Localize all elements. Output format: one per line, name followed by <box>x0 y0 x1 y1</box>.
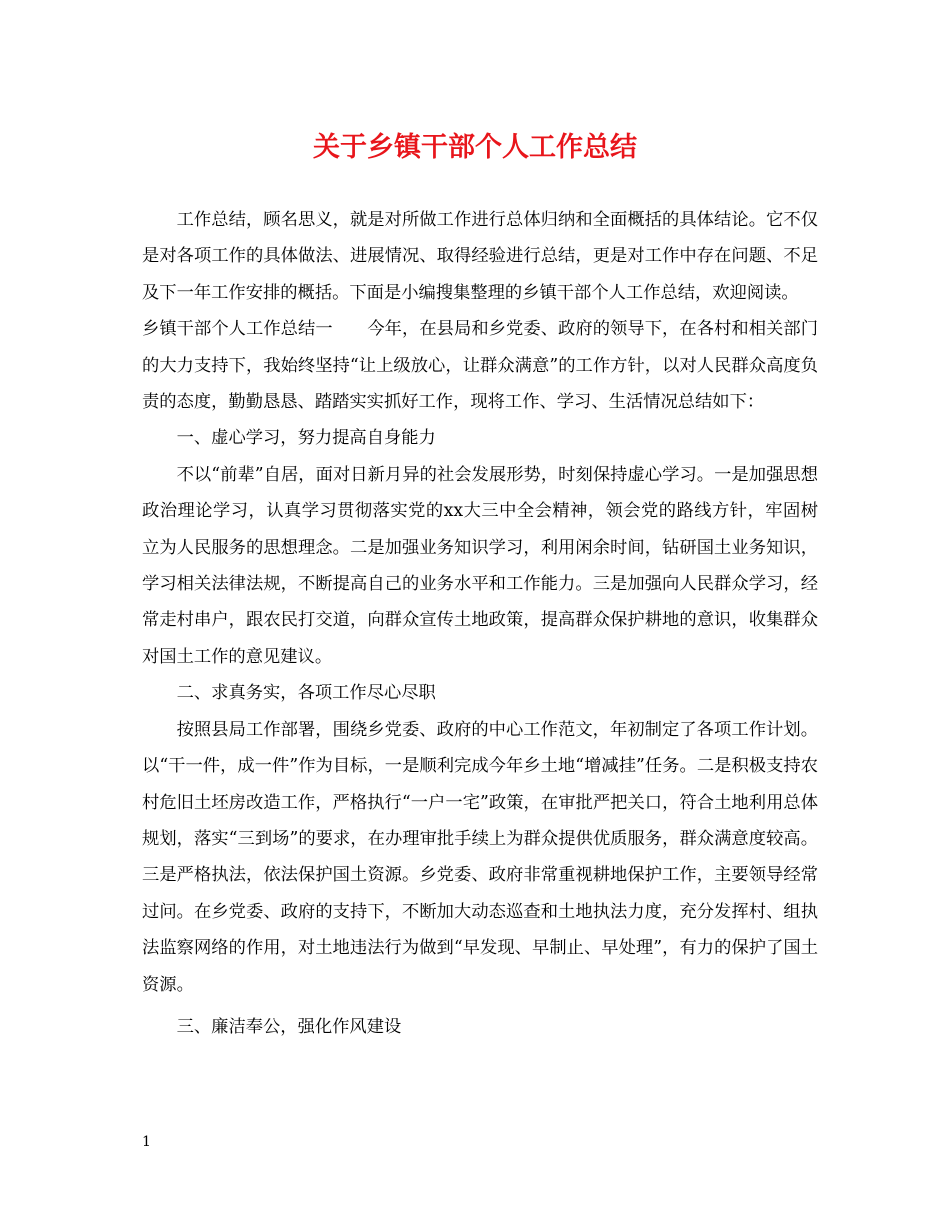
page-number: 1 <box>142 1134 151 1150</box>
section-heading-3: 三、廉洁奉公，强化作风建设 <box>176 1016 402 1037</box>
intro-paragraph: 工作总结，顾名思义，就是对所做工作进行总体归纳和全面概括的具体结论。它不仅是对各项工作的具体做法、进展情况、取得经验进行总结，更是对工作中存在问题、不足及下一年工作安排的概括。下面是小编搜集整理的乡镇干部个人工作总结，欢迎阅读。 <box>142 210 818 303</box>
document-body <box>142 202 818 1045</box>
section-heading-2: 二、求真务实，各项工作尽心尽职 <box>176 683 436 704</box>
section-heading-1: 一、虚心学习，努力提高自身能力 <box>176 428 436 449</box>
body-paragraph-2: 按照县局工作部署，围绕乡党委、政府的中心工作范文，年初制定了各项工作计划。以“干一件，成一件”作为目标，一是顺利完成今年乡土地“增减挂”任务。二是积极支持农村危旧土坯房改造工作，严格执行“一户一宅”政策，在审批严把关口，符合土地利用总体规划，落实“三到场”的要求，在办理审批手续上为群众提供优质服务，群众满意度较高。三是严格执法，依法保护国土资源。乡党委、政府非常重视耕地保护工作，主要领导经常过问。在乡党委、政府的支持下，不断加大动态巡查和土地执法力度，充分发挥村、组执法监察网络的作用，对土地违法行为做到“早发现、早制止、早处理”，有力的保护了国土资源。 <box>142 719 818 995</box>
body-paragraph-1: 不以“前辈”自居，面对日新月异的社会发展形势，时刻保持虚心学习。一是加强思想政治理论学习，认真学习贯彻落实党的xx大三中全会精神，领会党的路线方针，牢固树立为人民服务的思想理念。二是加强业务知识学习，利用闲余时间，钻研国土业务知识，学习相关法律法规，不断提高自己的业务水平和工作能力。三是加强向人民群众学习，经常走村串户，跟农民打交道，向群众宣传土地政策，提高群众保护耕地的意识，收集群众对国土工作的意见建议。 <box>142 464 818 667</box>
document-title: 关于乡镇干部个人工作总结 <box>313 132 637 163</box>
section-intro-paragraph: 乡镇干部个人工作总结一 今年，在县局和乡党委、政府的领导下，在各村和相关部门的大力支持下，我始终坚持“让上级放心，让群众满意”的工作方针，以对人民群众高度负责的态度，勤勤恳恳、踏踏实实抓好工作，现将工作、学习、生活情况总结如下： <box>142 319 818 413</box>
